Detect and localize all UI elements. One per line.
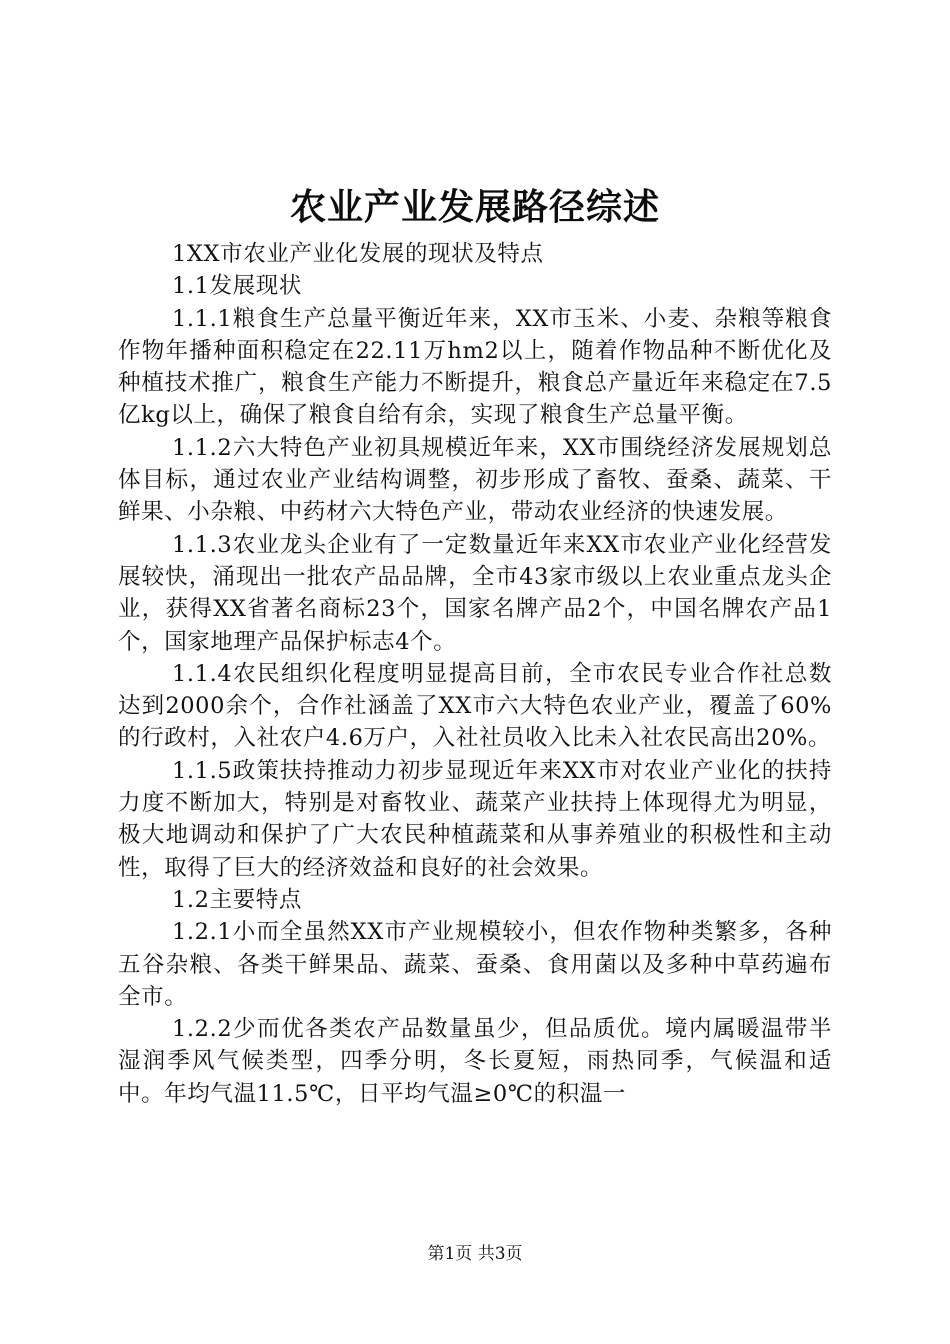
paragraph: 1.1.2六大特色产业初具规模近年来，XX市围绕经济发展规划总体目标，通过农业产业结构调整，初步形成了畜牧、蚕桑、蔬菜、干鲜果、小杂粮、中药材六大特色产业，带动农业经济的快速发展。 — [118, 434, 832, 526]
paragraph: 1.2.2少而优各类农产品数量虽少，但品质优。境内属暖温带半湿润季风气候类型，四季分明，冬长夏短，雨热同季，气候温和适中。年均气温11.5℃，日平均气温≥0℃的积温一 — [118, 1016, 832, 1107]
paragraph: 1.1.5政策扶持推动力初步显现近年来XX市对农业产业化的扶持力度不断加大，特别是对畜牧业、蔬菜产业扶持上体现得尤为明显，极大地调动和保护了广大农民种植蔬菜和从事养殖业的积极性和主动性，取得了巨大的经济效益和良好的社会效果。 — [118, 757, 832, 881]
document-body — [118, 238, 832, 1110]
paragraph: 1.1.3农业龙头企业有了一定数量近年来XX市农业产业化经营发展较快，涌现出一批农产品品牌，全市43家市级以上农业重点龙头企业，获得XX省著名商标23个，国家名牌产品2个，中国名牌农产品1个，国家地理产品保护标志4个。 — [118, 531, 832, 655]
document-title: 农业产业发展路径综述 — [289, 187, 660, 228]
paragraph: 1.1.4农民组织化程度明显提高目前，全市农民专业合作社总数达到2000余个，合作社涵盖了XX市六大特色农业产业，覆盖了60%的行政村，入社农户4.6万户，入社社员收入比未入社农民高出20%。 — [118, 660, 832, 752]
page-footer: 第1页 共3页 — [427, 1244, 523, 1264]
section-heading: 1XX市农业产业化发展的现状及特点 — [172, 241, 544, 267]
paragraph: 1.2.1小而全虽然XX市产业规模较小，但农作物种类繁多，各种五谷杂粮、各类干鲜果品、蔬菜、蚕桑、食用菌以及多种中草药遍布全市。 — [118, 919, 832, 1010]
subsection-heading: 1.1发展现状 — [172, 273, 302, 300]
subsection-heading: 1.2主要特点 — [172, 886, 302, 913]
paragraph: 1.1.1粮食生产总量平衡近年来，XX市玉米、小麦、杂粮等粮食作物年播种面积稳定在22.11万hm2以上，随着作物品种不断优化及种植技术推广，粮食生产能力不断提升，粮食总产量近年来稳定在7.5亿kg以上，确保了粮食自给有余，实现了粮食生产总量平衡。 — [118, 305, 832, 429]
